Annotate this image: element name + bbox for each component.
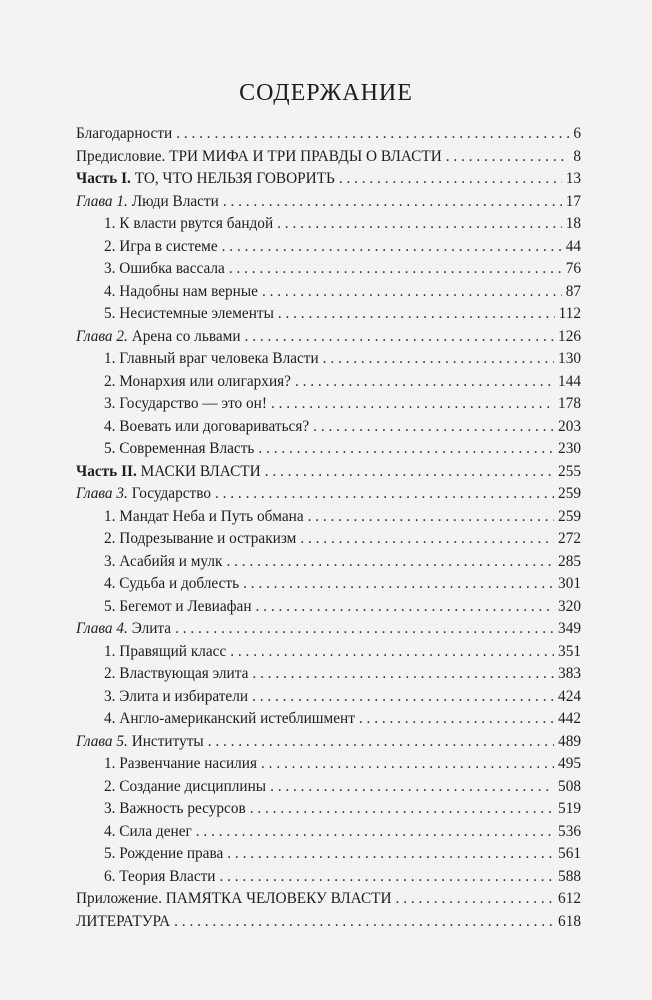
dot-leader — [278, 305, 555, 323]
dot-leader — [300, 530, 554, 548]
toc-entry-text: Арена со львами — [127, 327, 241, 345]
toc-entry-section — [76, 530, 581, 553]
toc-entry-label — [104, 373, 291, 391]
toc-entry-section — [76, 575, 581, 598]
toc-page-number: 489 — [558, 732, 581, 750]
toc-entry-label — [104, 688, 248, 706]
toc-entry-section — [76, 755, 581, 778]
toc-entry-section — [76, 643, 581, 666]
toc-entry-text: Институты — [127, 732, 204, 750]
toc-entry-text: 2. Создание дисциплины — [104, 777, 267, 795]
part-prefix: Часть I. — [76, 170, 131, 187]
toc-entry-text: 5. Несистемные элементы — [104, 305, 274, 322]
chapter-prefix: Глава 3. — [76, 485, 128, 502]
toc-entry-text: Предисловие. ТРИ МИФА И ТРИ ПРАВДЫ О ВЛАСТИ — [76, 147, 442, 165]
toc-entry-text: 3. Асабийя и мулк — [104, 552, 223, 570]
toc-page-number: 255 — [558, 462, 581, 480]
dot-leader — [271, 395, 554, 413]
toc-entry-section — [76, 395, 581, 418]
toc-entry-label — [104, 598, 252, 616]
dot-leader — [265, 463, 554, 481]
toc-page-number: 536 — [558, 822, 581, 840]
dot-leader — [243, 575, 554, 593]
toc-entry-label — [76, 328, 241, 346]
toc-entry-section — [76, 710, 581, 733]
dot-leader — [258, 440, 554, 458]
toc-entry-section — [76, 845, 581, 868]
toc-entry-text: 4. Сила денег — [104, 822, 192, 840]
dot-leader — [250, 800, 554, 818]
toc-entry-label — [76, 463, 261, 481]
dot-leader — [174, 913, 554, 931]
toc-entry-label — [104, 260, 225, 278]
toc-entry-text: Элита — [127, 620, 172, 637]
toc-page-number: 612 — [558, 890, 581, 907]
toc-page-number: 8 — [573, 147, 581, 165]
toc-entry-label — [76, 733, 204, 751]
dot-leader — [229, 260, 562, 278]
toc-entry-text: 5. Современная Власть — [104, 440, 255, 457]
toc-page-number: 272 — [558, 530, 581, 547]
toc-entry-text: 1. Мандат Неба и Путь обмана — [104, 507, 304, 525]
dot-leader — [252, 665, 554, 683]
toc-entry-chapter — [76, 193, 581, 216]
toc-entry-label — [104, 215, 273, 233]
toc-page-number: 130 — [558, 350, 581, 367]
toc-page-number: 508 — [558, 777, 581, 795]
dot-leader — [223, 193, 562, 211]
toc-entry-label — [104, 800, 246, 818]
toc-entry-label — [104, 283, 258, 301]
toc-entry-plain — [76, 913, 581, 936]
toc-page-number: 144 — [558, 372, 581, 390]
toc-entry-text: 4. Англо-американский истеблишмент — [104, 710, 355, 727]
toc-entry-text: 3. Государство — это он! — [104, 395, 267, 412]
toc-entry-label — [104, 305, 274, 323]
toc-page-number: 383 — [558, 665, 581, 682]
toc-entry-part — [76, 170, 581, 193]
chapter-prefix: Глава 4. — [76, 620, 128, 637]
dot-leader — [323, 350, 554, 368]
toc-page-number: 259 — [558, 507, 581, 525]
toc-page-number: 349 — [558, 620, 581, 637]
toc-entry-text: ЛИТЕРАТУРА — [76, 912, 171, 930]
toc-entry-label — [104, 575, 239, 593]
toc-entry-label — [76, 170, 335, 188]
toc-entry-chapter — [76, 328, 581, 351]
toc-entry-text: Приложение. ПАМЯТКА ЧЕЛОВЕКУ ВЛАСТИ — [76, 890, 392, 907]
dot-leader — [227, 845, 554, 863]
toc-page-number: 495 — [558, 755, 581, 772]
toc-page-number: 561 — [558, 845, 581, 862]
toc-entry-text: 5. Рождение права — [104, 845, 224, 862]
toc-page-number: 178 — [558, 395, 581, 412]
chapter-prefix: Глава 5. — [76, 732, 128, 750]
toc-entry-label — [104, 508, 304, 526]
chapter-prefix: Глава 1. — [76, 192, 128, 210]
toc-entry-text: 4. Воевать или договариваться? — [104, 417, 310, 435]
part-prefix: Часть II. — [76, 462, 137, 480]
toc-entry-section — [76, 418, 581, 441]
toc-entry-label — [104, 710, 355, 728]
toc-page-number: 320 — [558, 597, 581, 615]
toc-entry-text: 3. Элита и избиратели — [104, 687, 249, 705]
toc-entry-text: 3. Важность ресурсов — [104, 800, 246, 817]
dot-leader — [215, 485, 554, 503]
toc-entry-section — [76, 553, 581, 576]
toc-entry-label — [76, 125, 172, 143]
toc-entry-chapter — [76, 485, 581, 508]
toc-entry-section — [76, 215, 581, 238]
toc-entry-section — [76, 598, 581, 621]
toc-page-number: 519 — [558, 800, 581, 817]
toc-page-number: 18 — [565, 215, 581, 232]
dot-leader — [313, 418, 554, 436]
toc-page-number: 285 — [558, 552, 581, 570]
dot-leader — [261, 755, 554, 773]
dot-leader — [339, 170, 562, 188]
toc-page-number: 618 — [558, 912, 581, 930]
toc-page-number: 44 — [565, 237, 581, 255]
toc-page-number: 259 — [558, 485, 581, 502]
toc-entry-label — [104, 823, 192, 841]
dot-leader — [252, 688, 554, 706]
dot-leader — [219, 868, 554, 886]
dot-leader — [245, 328, 555, 346]
toc-entry-text: 2. Подрезывание и остракизм — [104, 530, 297, 547]
dot-leader — [196, 823, 554, 841]
toc-entry-section — [76, 305, 581, 328]
toc-entry-text: 2. Властвующая элита — [104, 665, 249, 682]
toc-entry-section — [76, 778, 581, 801]
toc-page-number: 76 — [565, 260, 581, 277]
toc-entry-section — [76, 440, 581, 463]
toc-entry-section — [76, 373, 581, 396]
toc-entry-plain — [76, 125, 581, 148]
dot-leader — [256, 598, 555, 616]
toc-entry-section — [76, 508, 581, 531]
toc-page-number: 588 — [558, 867, 581, 885]
toc-entry-label — [76, 193, 219, 211]
toc-entry-label — [104, 440, 254, 458]
dot-leader — [222, 238, 562, 256]
toc-entry-section — [76, 238, 581, 261]
toc-entry-label — [76, 890, 392, 908]
toc-entry-text: ТО, ЧТО НЕЛЬЗЯ ГОВОРИТЬ — [130, 170, 335, 187]
toc-entry-label — [104, 350, 319, 368]
toc-page-number: 112 — [558, 305, 581, 322]
toc-entry-section — [76, 868, 581, 891]
toc-entry-text: Благодарности — [76, 125, 173, 142]
dot-leader — [396, 890, 555, 908]
toc-entry-text: 3. Ошибка вассала — [104, 260, 225, 277]
toc-page-number: 424 — [558, 687, 581, 705]
toc-entry-text: 4. Надобны нам верные — [104, 282, 258, 300]
toc-entry-text: 2. Монархия или олигархия? — [104, 372, 291, 390]
toc-entry-part — [76, 463, 581, 486]
toc-entry-label — [104, 665, 248, 683]
toc-entry-label — [104, 553, 222, 571]
toc-page-number: 442 — [558, 710, 581, 727]
dot-leader — [359, 710, 554, 728]
dot-leader — [208, 733, 554, 751]
toc-page-number: 13 — [565, 170, 581, 187]
dot-leader — [270, 778, 554, 796]
toc-entry-section — [76, 350, 581, 373]
toc-entry-text: 2. Игра в системе — [104, 237, 218, 255]
toc-entry-label — [76, 620, 171, 638]
toc-entry-text: 6. Теория Власти — [104, 867, 216, 885]
toc-entry-text: Государство — [127, 485, 211, 502]
toc-entry-section — [76, 665, 581, 688]
toc-entry-text: 1. К власти рвутся бандой — [104, 215, 274, 232]
toc-page-number: 87 — [565, 282, 581, 300]
toc-entry-label — [104, 755, 257, 773]
dot-leader — [277, 215, 562, 233]
table-of-contents — [76, 125, 581, 935]
toc-entry-text: МАСКИ ВЛАСТИ — [136, 462, 261, 480]
toc-entry-label — [76, 485, 211, 503]
chapter-prefix: Глава 2. — [76, 327, 128, 345]
toc-entry-section — [76, 688, 581, 711]
toc-entry-section — [76, 800, 581, 823]
toc-entry-label — [104, 778, 266, 796]
toc-entry-text: 4. Судьба и доблесть — [104, 575, 240, 592]
dot-leader — [262, 283, 562, 301]
toc-entry-text: 1. Главный враг человека Власти — [104, 350, 319, 367]
toc-entry-text: 5. Бегемот и Левиафан — [104, 597, 252, 615]
toc-entry-label — [104, 643, 226, 661]
toc-page-number: 351 — [558, 642, 581, 660]
toc-entry-label — [104, 395, 267, 413]
toc-entry-section — [76, 260, 581, 283]
page-title: СОДЕРЖАНИЕ — [239, 80, 413, 106]
toc-entry-label — [76, 148, 442, 166]
toc-entry-text: 1. Правящий класс — [104, 642, 227, 660]
toc-page-number: 203 — [558, 417, 581, 435]
toc-entry-chapter — [76, 733, 581, 756]
toc-entry-text: 1. Развенчание насилия — [104, 755, 258, 772]
toc-page-number: 126 — [558, 327, 581, 345]
toc-entry-label — [76, 913, 170, 931]
toc-entry-plain — [76, 890, 581, 913]
toc-entry-text: Люди Власти — [127, 192, 219, 210]
dot-leader — [295, 373, 554, 391]
dot-leader — [226, 553, 554, 571]
toc-entry-section — [76, 283, 581, 306]
dot-leader — [176, 125, 569, 143]
toc-entry-label — [104, 418, 309, 436]
toc-entry-plain — [76, 148, 581, 171]
dot-leader — [175, 620, 554, 638]
dot-leader — [446, 148, 570, 166]
toc-entry-label — [104, 845, 223, 863]
toc-entry-label — [104, 238, 218, 256]
dot-leader — [230, 643, 554, 661]
toc-page-number: 301 — [558, 575, 581, 592]
toc-entry-section — [76, 823, 581, 846]
toc-page-number: 17 — [565, 192, 581, 210]
toc-page-number: 6 — [573, 125, 581, 142]
toc-entry-label — [104, 530, 296, 548]
dot-leader — [308, 508, 554, 526]
toc-entry-label — [104, 868, 215, 886]
toc-page-number: 230 — [558, 440, 581, 457]
toc-entry-chapter — [76, 620, 581, 643]
